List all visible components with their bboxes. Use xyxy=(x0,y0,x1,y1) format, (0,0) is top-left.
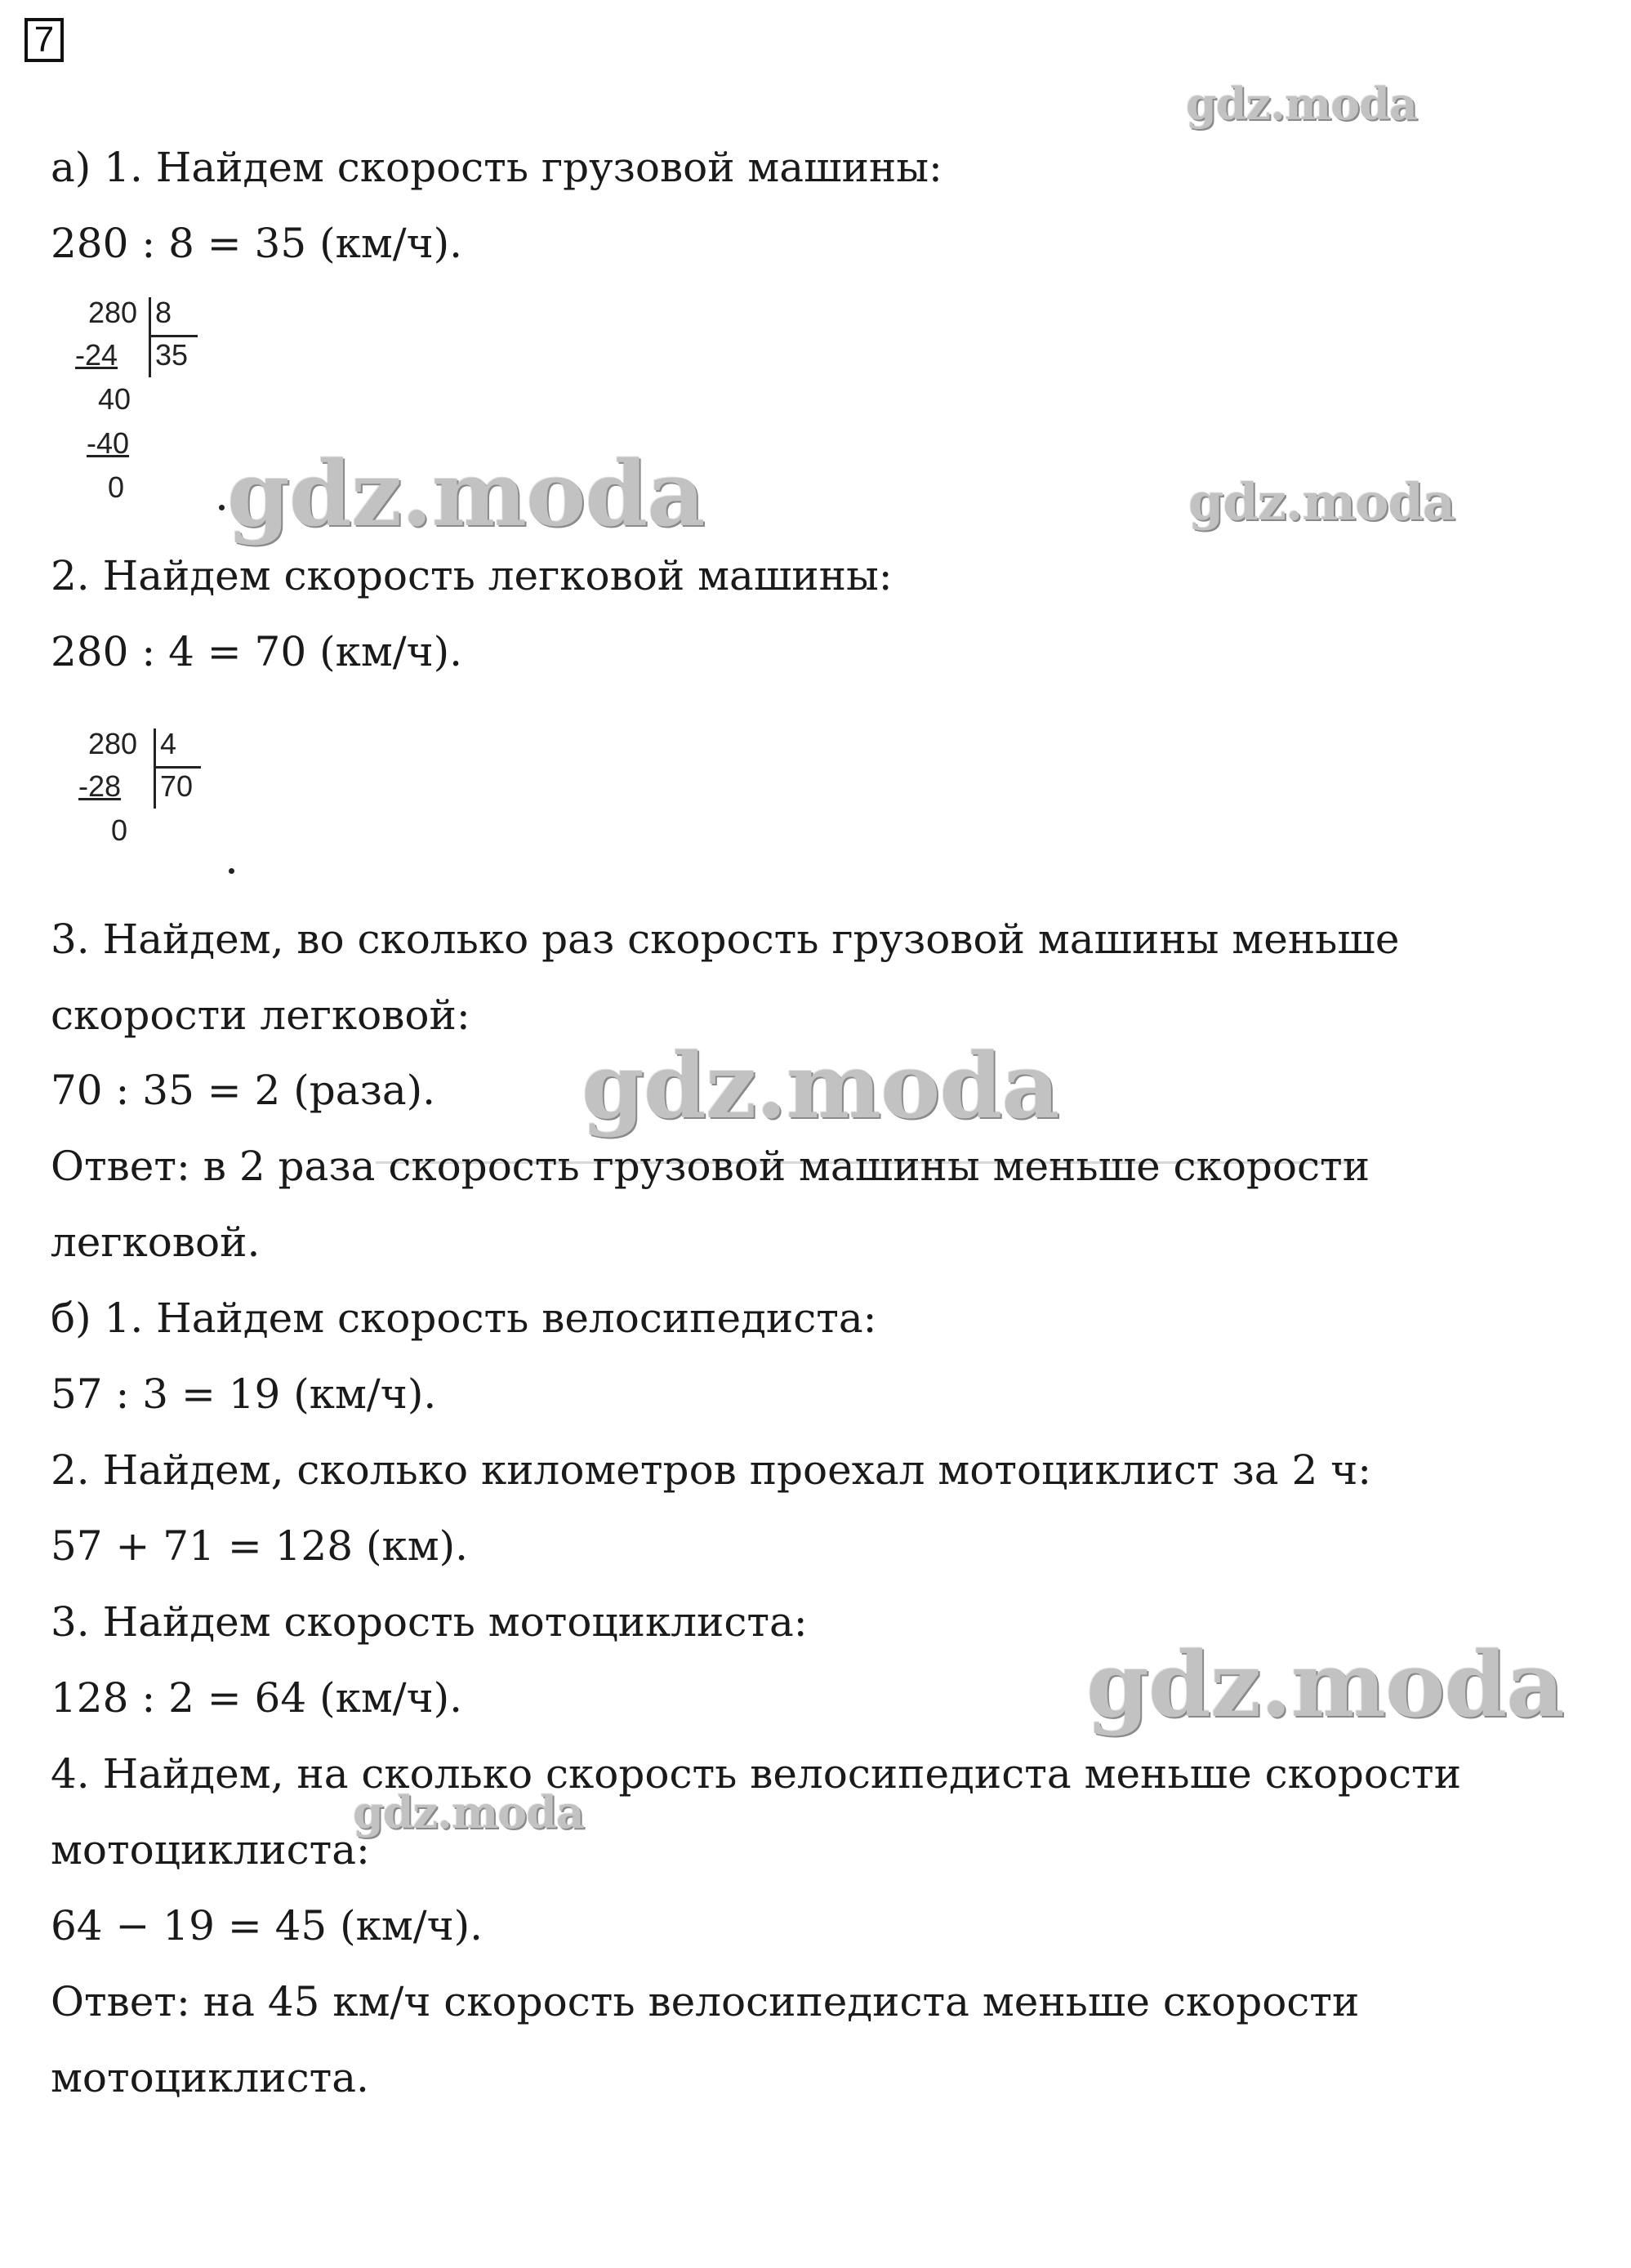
watermark: gdz.moda xyxy=(227,441,705,546)
text-line: 128 : 2 = 64 (км/ч). xyxy=(51,1674,463,1722)
text-line: 280 : 4 = 70 (км/ч). xyxy=(51,628,463,675)
division-bar xyxy=(154,729,156,809)
divisor: 8 xyxy=(155,296,172,329)
text-line: 3. Найдем скорость мотоциклиста: xyxy=(51,1598,808,1646)
long-division-280-by-8 xyxy=(74,296,221,516)
text-line: 64 − 19 = 45 (км/ч). xyxy=(51,1902,484,1949)
quotient: 35 xyxy=(155,338,189,372)
long-division-280-by-4 xyxy=(74,727,221,866)
divisor: 4 xyxy=(160,727,177,760)
task-number-box: 7 xyxy=(25,18,64,62)
text-line: легковой. xyxy=(51,1219,261,1266)
dividend: 280 xyxy=(88,727,138,760)
quotient-bar xyxy=(155,766,201,769)
text-line: мотоциклиста. xyxy=(51,2054,369,2101)
text-line: 2. Найдем скорость легковой машины: xyxy=(51,552,893,599)
text-line: скорости легковой: xyxy=(51,991,470,1039)
subtrahend: -24 xyxy=(75,338,118,372)
watermark: gdz.moda xyxy=(582,1033,1059,1138)
text-line: Ответ: в 2 раза скорость грузовой машины меньше скорости xyxy=(51,1143,1370,1190)
text-line: 57 + 71 = 128 (км). xyxy=(51,1522,468,1570)
dividend: 280 xyxy=(88,296,138,329)
text-line: Ответ: на 45 км/ч скорость велосипедиста меньше скорости xyxy=(51,1978,1360,2025)
text-line: 57 : 3 = 19 (км/ч). xyxy=(51,1370,437,1418)
quotient: 70 xyxy=(160,769,194,803)
watermark: gdz.moda xyxy=(1086,1632,1564,1737)
text-line: 2. Найдем, сколько километров проехал мотоциклист за 2 ч: xyxy=(51,1446,1372,1494)
watermark: gdz.moda xyxy=(1188,472,1455,532)
quotient-bar xyxy=(150,335,198,337)
subtrahend: -28 xyxy=(78,769,122,803)
remainder: 0 xyxy=(108,470,125,504)
text-line: 3. Найдем, во сколько раз скорость грузовой машины меньше xyxy=(51,916,1400,963)
period-dot xyxy=(219,505,225,510)
text-line: 70 : 35 = 2 (раза). xyxy=(51,1067,436,1114)
text-line: а) 1. Найдем скорость грузовой машины: xyxy=(51,144,943,191)
text-line: мотоциклиста: xyxy=(51,1826,370,1874)
watermark: gdz.moda xyxy=(353,1786,584,1838)
remainder: 40 xyxy=(98,382,131,416)
remainder: 0 xyxy=(111,813,128,847)
text-line: 4. Найдем, на сколько скорость велосипедиста меньше скорости xyxy=(51,1750,1462,1798)
subtrahend: -40 xyxy=(87,426,130,460)
period-dot xyxy=(229,868,234,874)
text-line: б) 1. Найдем скорость велосипедиста: xyxy=(51,1294,877,1342)
division-bar xyxy=(149,297,151,377)
watermark: gdz.moda xyxy=(1186,78,1417,130)
text-line: 280 : 8 = 35 (км/ч). xyxy=(51,220,463,267)
